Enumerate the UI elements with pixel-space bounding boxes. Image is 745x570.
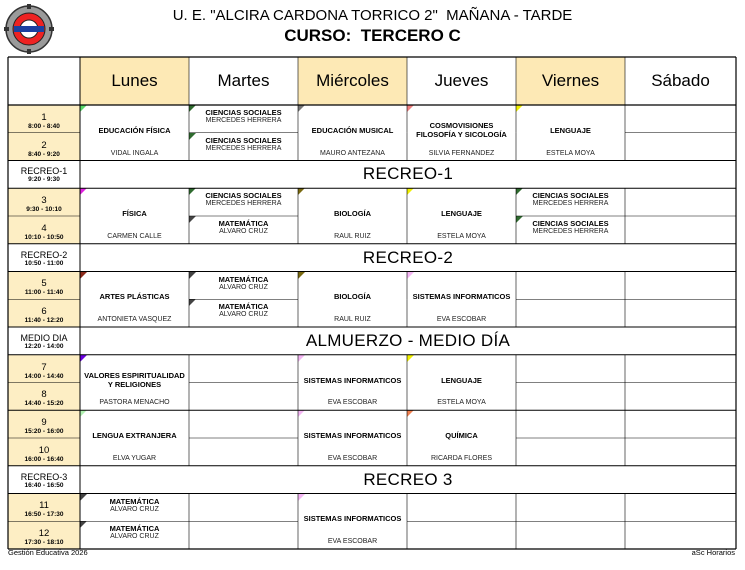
period-number: 4: [41, 222, 47, 234]
day-header: Sábado: [651, 71, 710, 90]
lesson-subject: COSMOVISIONES FILOSOFÍA Y SICOLOGÍA: [416, 121, 507, 140]
break-name: RECREO-2: [20, 249, 68, 260]
subject-color-tag: [189, 272, 196, 279]
lesson-subject: FÍSICA: [122, 209, 147, 218]
break-time: 9:20 - 9:30: [28, 176, 60, 184]
break-cell: [8, 466, 80, 494]
break-time: 16:40 - 16:50: [24, 481, 64, 489]
day-header: Lunes: [80, 57, 189, 105]
period-cell: [8, 383, 80, 411]
lesson-card[interactable]: [407, 105, 516, 161]
lesson-subject: BIOLOGÍA: [333, 209, 372, 218]
lesson-teacher: VIDAL INGALA: [110, 149, 159, 157]
period-time: 11:00 - 11:40: [24, 289, 64, 297]
lesson-card[interactable]: [298, 494, 407, 550]
subject-color-tag: [516, 188, 523, 195]
subject-color-tag: [298, 105, 305, 112]
period-cell: [8, 355, 80, 383]
lesson-subject: MATEMÁTICA: [218, 219, 269, 228]
lesson-card[interactable]: [80, 105, 189, 161]
subject-color-tag: [80, 521, 87, 528]
lesson-card[interactable]: [80, 494, 189, 522]
lesson-teacher: MERCEDES HERRERA: [532, 200, 609, 208]
period-cell: [8, 410, 80, 438]
lesson-subject: MATEMÁTICA: [218, 302, 269, 312]
period-number: 12: [38, 528, 50, 539]
period-cell: [8, 521, 80, 549]
lesson-teacher: SILVIA FERNANDEZ: [428, 149, 495, 157]
period-time: 15:20 - 16:00: [24, 428, 64, 435]
subject-color-tag: [80, 410, 87, 417]
period-time: 14:00 - 14:40: [24, 372, 64, 380]
day-header: Miércoles: [298, 57, 407, 105]
lesson-card[interactable]: [298, 188, 407, 244]
break-cell: [8, 327, 80, 355]
subject-color-tag: [298, 410, 305, 417]
subject-color-tag: [407, 355, 414, 362]
period-cell: [8, 438, 80, 466]
period-number: 11: [39, 500, 49, 512]
lesson-teacher: RICARDA FLORES: [430, 454, 493, 462]
school-title: U. E. "ALCIRA CARDONA TORRICO 2" MAÑANA - TARDE: [172, 7, 573, 24]
lesson-teacher: ELVA YUGAR: [112, 454, 157, 462]
subject-color-tag: [516, 105, 523, 112]
period-cell: [8, 299, 80, 327]
lesson-subject: SISTEMAS INFORMATICOS: [303, 375, 402, 385]
lesson-card[interactable]: [407, 272, 516, 328]
lesson-teacher: CARMEN CALLE: [107, 232, 162, 240]
school-logo-icon: [4, 4, 54, 54]
lesson-subject: BIOLOGÍA: [333, 292, 372, 302]
period-number: 10: [38, 444, 50, 456]
period-time: 9:30 - 10:10: [26, 206, 62, 213]
subject-color-tag: [407, 105, 414, 112]
lesson-card[interactable]: [80, 355, 189, 411]
subject-color-tag: [298, 272, 305, 279]
lesson-subject: MATEMÁTICA: [218, 274, 269, 284]
lesson-card[interactable]: [80, 272, 189, 328]
lesson-card[interactable]: [189, 299, 298, 327]
lesson-card[interactable]: [189, 105, 298, 133]
break-banner: RECREO-1: [362, 164, 454, 184]
lesson-subject: LENGUAJE: [550, 125, 591, 135]
lesson-teacher: MERCEDES HERRERA: [205, 144, 282, 152]
period-number: 5: [41, 278, 47, 290]
period-cell: [8, 188, 80, 216]
period-number: 3: [41, 195, 47, 206]
break-time: 10:50 - 11:00: [24, 259, 64, 267]
subject-color-tag: [80, 105, 87, 112]
lesson-subject: LENGUAJE: [441, 209, 482, 218]
period-time: 16:50 - 17:30: [24, 511, 64, 519]
lesson-card[interactable]: [189, 272, 298, 300]
lesson-subject: LENGUA EXTRANJERA: [92, 431, 177, 440]
lesson-teacher: RAUL RUIZ: [334, 316, 371, 323]
subject-color-tag: [189, 133, 196, 140]
lesson-card[interactable]: [407, 355, 516, 411]
subject-color-tag: [298, 355, 305, 362]
subject-color-tag: [80, 272, 87, 279]
lesson-teacher: ALVARO CRUZ: [219, 283, 268, 291]
lesson-teacher: MERCEDES HERRERA: [205, 200, 282, 208]
break-banner: ALMUERZO - MEDIO DÍA: [305, 330, 511, 350]
subject-color-tag: [189, 188, 196, 195]
course-title: CURSO: TERCERO C: [284, 26, 461, 45]
break-name: RECREO-1: [20, 166, 68, 177]
lesson-subject: LENGUAJE: [441, 375, 482, 385]
lesson-card[interactable]: [407, 188, 516, 244]
lesson-card[interactable]: [516, 188, 625, 216]
lesson-card[interactable]: [80, 188, 189, 244]
period-time: 17:30 - 18:10: [24, 539, 64, 546]
subject-color-tag: [407, 272, 414, 279]
subject-color-tag: [298, 494, 305, 501]
lesson-subject: SISTEMAS INFORMATICOS: [412, 292, 511, 302]
lesson-card[interactable]: [189, 133, 298, 161]
lesson-teacher: ALVARO CRUZ: [219, 311, 268, 319]
lesson-subject: CIENCIAS SOCIALES: [532, 191, 609, 201]
lesson-teacher: RAUL RUIZ: [334, 232, 371, 240]
lesson-teacher: MERCEDES HERRERA: [205, 117, 282, 124]
period-cell: [8, 133, 80, 161]
lesson-card[interactable]: [80, 410, 189, 466]
lesson-teacher: EVA ESCOBAR: [436, 316, 487, 323]
day-header: Jueves: [434, 71, 489, 90]
lesson-teacher: EVA ESCOBAR: [327, 454, 378, 462]
lesson-teacher: ANTONIETA VASQUEZ: [97, 316, 172, 323]
lesson-subject: MATEMÁTICA: [109, 524, 160, 534]
lesson-card[interactable]: [298, 272, 407, 328]
day-header: Viernes: [516, 57, 625, 105]
lesson-teacher: EVA ESCOBAR: [327, 538, 378, 545]
lesson-subject: SISTEMAS INFORMATICOS: [303, 431, 402, 440]
lesson-teacher: MAURO ANTEZANA: [320, 149, 385, 157]
lesson-subject: SISTEMAS INFORMATICOS: [303, 514, 402, 524]
break-banner: RECREO 3: [363, 469, 453, 489]
period-time: 11:40 - 12:20: [24, 317, 64, 324]
period-cell: [8, 105, 80, 133]
footer-left: Gestión Educativa 2026: [8, 548, 88, 557]
period-cell: [8, 272, 80, 300]
lesson-subject: CIENCIAS SOCIALES: [205, 191, 282, 201]
period-number: 6: [41, 306, 47, 317]
lesson-subject: QUÍMICA: [445, 431, 478, 440]
period-number: 7: [41, 361, 47, 373]
break-time: 12:20 - 14:00: [24, 342, 64, 350]
lesson-subject: EDUCACIÓN FÍSICA: [98, 125, 171, 135]
lesson-teacher: ESTELA MOYA: [546, 149, 595, 157]
subject-color-tag: [516, 216, 523, 223]
lesson-subject: EDUCACIÓN MUSICAL: [311, 125, 394, 135]
break-banner: RECREO-2: [362, 247, 454, 267]
lesson-card[interactable]: [298, 355, 407, 411]
period-time: 10:10 - 10:50: [24, 233, 64, 241]
subject-color-tag: [189, 299, 196, 306]
period-time: 8:00 - 8:40: [28, 122, 60, 130]
period-time: 16:00 - 16:40: [24, 455, 64, 463]
period-number: 8: [41, 389, 47, 401]
subject-color-tag: [80, 355, 87, 362]
lesson-teacher: ALVARO CRUZ: [110, 505, 159, 513]
subject-color-tag: [80, 188, 87, 195]
lesson-teacher: ALVARO CRUZ: [219, 228, 268, 235]
lesson-subject: CIENCIAS SOCIALES: [205, 108, 282, 117]
lesson-teacher: EVA ESCOBAR: [327, 399, 378, 407]
lesson-teacher: PASTORA MENACHO: [99, 399, 170, 407]
lesson-teacher: ESTELA MOYA: [437, 399, 486, 407]
subject-color-tag: [189, 216, 196, 223]
period-cell: [8, 494, 80, 522]
period-cell: [8, 216, 80, 244]
break-name: RECREO-3: [20, 471, 68, 482]
lesson-card[interactable]: [189, 188, 298, 216]
lesson-card[interactable]: [407, 410, 516, 466]
period-number: 9: [41, 417, 47, 428]
lesson-subject: ARTES PLÁSTICAS: [99, 292, 170, 302]
period-number: 2: [41, 139, 47, 151]
lesson-card[interactable]: [516, 216, 625, 244]
day-header: Martes: [217, 71, 270, 90]
lesson-subject: VALORES ESPIRITUALIDAD Y RELIGIONES: [84, 371, 185, 389]
subject-color-tag: [189, 105, 196, 112]
break-cell: [8, 244, 80, 272]
break-cell: [8, 161, 80, 189]
lesson-subject: CIENCIAS SOCIALES: [532, 219, 609, 228]
lesson-card[interactable]: [298, 105, 407, 161]
lesson-teacher: ESTELA MOYA: [437, 232, 486, 240]
subject-color-tag: [407, 410, 414, 417]
lesson-card[interactable]: [80, 521, 189, 549]
lesson-card[interactable]: [516, 105, 625, 161]
period-number: 1: [41, 111, 47, 123]
period-time: 8:40 - 9:20: [28, 150, 60, 158]
lesson-subject: MATEMÁTICA: [109, 496, 160, 506]
lesson-card[interactable]: [189, 216, 298, 244]
subject-color-tag: [80, 494, 87, 501]
period-time: 14:40 - 15:20: [24, 400, 64, 408]
lesson-subject: CIENCIAS SOCIALES: [205, 135, 282, 145]
subject-color-tag: [407, 188, 414, 195]
lesson-teacher: MERCEDES HERRERA: [532, 228, 609, 235]
footer-right: aSc Horarios: [691, 548, 735, 557]
lesson-teacher: ALVARO CRUZ: [110, 533, 159, 541]
lesson-card[interactable]: [298, 410, 407, 466]
break-name: MEDIO DIA: [20, 332, 68, 343]
subject-color-tag: [298, 188, 305, 195]
